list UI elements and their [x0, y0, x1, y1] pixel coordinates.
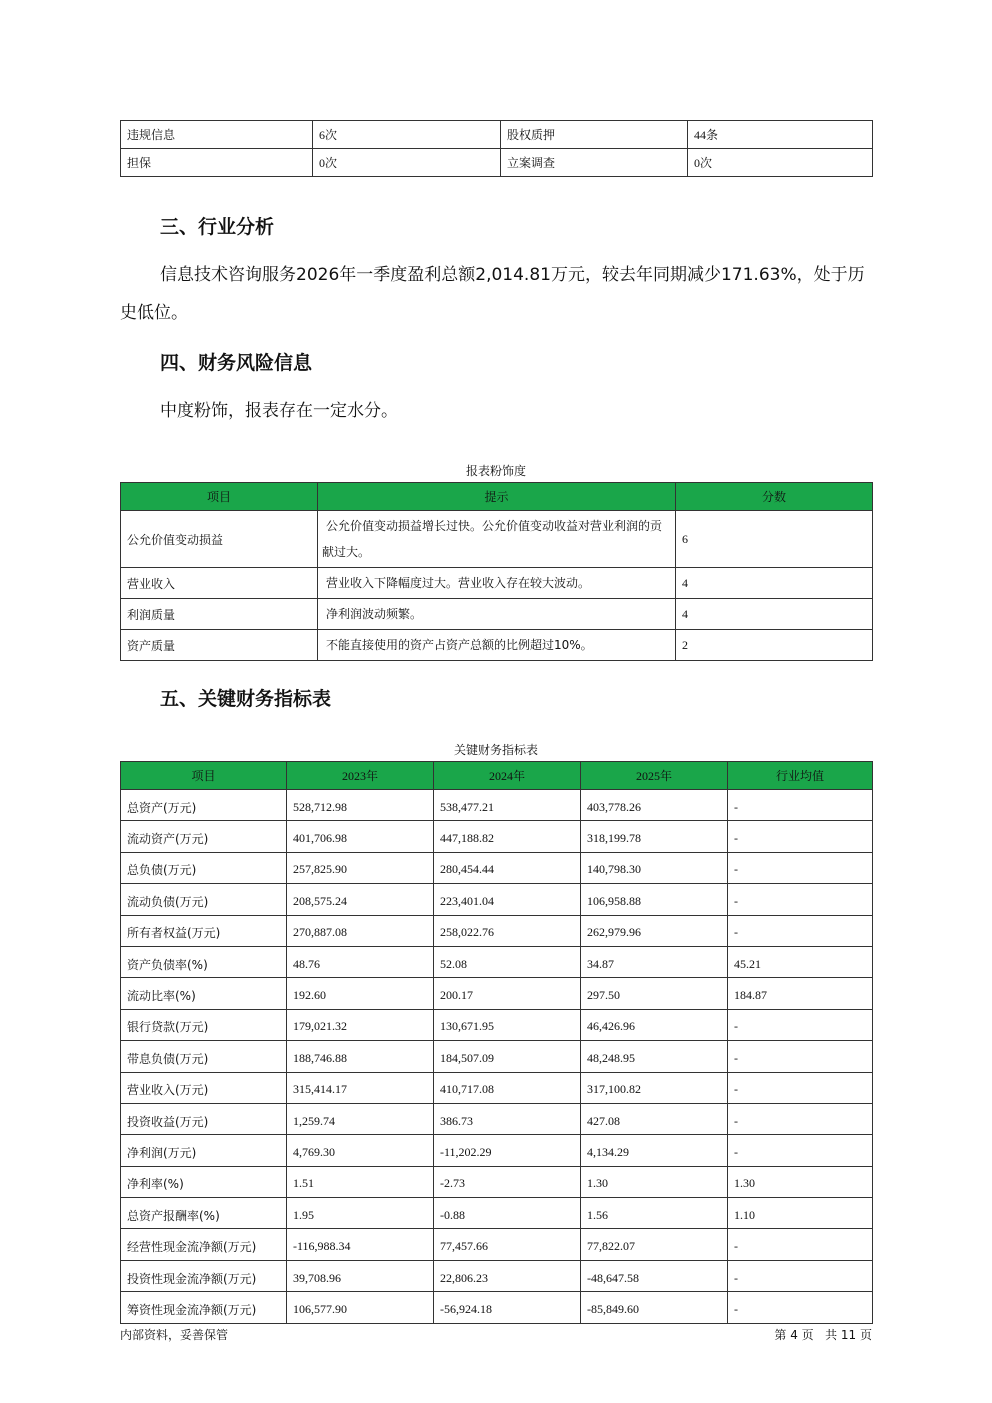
value-cell: 188,746.88 [287, 1041, 434, 1072]
value-cell: - [728, 1041, 873, 1072]
table-row [121, 1198, 873, 1229]
value-cell: - [728, 915, 873, 946]
value-cell: 262,979.96 [581, 915, 728, 946]
table-cell: 0次 [313, 149, 501, 177]
row-label: 筹资性现金流净额(万元) [121, 1292, 287, 1323]
column-header: 项目 [121, 762, 287, 790]
value-cell: 1.51 [287, 1166, 434, 1197]
value-cell: - [728, 852, 873, 883]
value-cell: -11,202.29 [434, 1135, 581, 1166]
value-cell: - [728, 1260, 873, 1291]
value-cell: 130,671.95 [434, 1009, 581, 1040]
value-cell: -0.88 [434, 1198, 581, 1229]
table-row [121, 599, 873, 630]
value-cell: 200.17 [434, 978, 581, 1009]
column-header: 2025年 [581, 762, 728, 790]
table-cell: 44条 [688, 121, 873, 149]
section-heading-financial-risk: 四、财务风险信息 [160, 352, 313, 374]
value-cell: 280,454.44 [434, 852, 581, 883]
table-row [121, 121, 873, 149]
row-label: 净利润(万元) [121, 1135, 287, 1166]
table-cell: 0次 [688, 149, 873, 177]
table-cell: 违规信息 [121, 121, 313, 149]
row-label: 营业收入 [121, 568, 318, 599]
row-label: 投资收益(万元) [121, 1103, 287, 1134]
value-cell: 223,401.04 [434, 884, 581, 915]
value-cell: 1.56 [581, 1198, 728, 1229]
value-cell: - [728, 1135, 873, 1166]
value-cell: 45.21 [728, 946, 873, 977]
kpi-table-caption: 关键财务指标表 [453, 743, 538, 757]
table-row [121, 821, 873, 852]
row-label: 净利率(%) [121, 1166, 287, 1197]
table-row [121, 915, 873, 946]
score-cell: 4 [676, 599, 873, 630]
value-cell: 410,717.08 [434, 1072, 581, 1103]
footer-page-number: 第 4 页 共 11 页 [774, 1328, 872, 1342]
value-cell: 270,887.08 [287, 915, 434, 946]
table-row [121, 1260, 873, 1291]
table-row [121, 1009, 873, 1040]
value-cell: - [728, 821, 873, 852]
value-cell: 257,825.90 [287, 852, 434, 883]
value-cell: 317,100.82 [581, 1072, 728, 1103]
section-heading-industry: 三、行业分析 [160, 216, 275, 238]
hint-cell: 营业收入下降幅度过大。营业收入存在较大波动。 [318, 568, 676, 599]
table-row [121, 1072, 873, 1103]
value-cell: 538,477.21 [434, 790, 581, 821]
value-cell: 1.30 [728, 1166, 873, 1197]
value-cell: 1.10 [728, 1198, 873, 1229]
row-label: 带息负债(万元) [121, 1041, 287, 1072]
financial-risk-text: 中度粉饰，报表存在一定水分。 [160, 401, 398, 421]
score-cell: 4 [676, 568, 873, 599]
value-cell: 48.76 [287, 946, 434, 977]
table-row [121, 1103, 873, 1134]
value-cell: 106,577.90 [287, 1292, 434, 1323]
row-label: 总资产报酬率(%) [121, 1198, 287, 1229]
table-row [121, 1229, 873, 1260]
row-label: 营业收入(万元) [121, 1072, 287, 1103]
row-label: 总负债(万元) [121, 852, 287, 883]
value-cell: 184,507.09 [434, 1041, 581, 1072]
column-header: 2024年 [434, 762, 581, 790]
value-cell: -48,647.58 [581, 1260, 728, 1291]
row-label: 公允价值变动损益 [121, 511, 318, 568]
value-cell: 52.08 [434, 946, 581, 977]
value-cell: - [728, 1292, 873, 1323]
table-row [121, 511, 873, 568]
value-cell: -85,849.60 [581, 1292, 728, 1323]
row-label: 流动负债(万元) [121, 884, 287, 915]
column-header: 行业均值 [728, 762, 873, 790]
value-cell: 315,414.17 [287, 1072, 434, 1103]
table-row [121, 1166, 873, 1197]
hint-cell: 不能直接使用的资产占资产总额的比例超过10%。 [318, 630, 676, 661]
row-label: 资产质量 [121, 630, 318, 661]
table-row [121, 568, 873, 599]
value-cell: 4,134.29 [581, 1135, 728, 1166]
column-header: 分数 [676, 483, 873, 511]
value-cell: 1,259.74 [287, 1103, 434, 1134]
score-cell: 6 [676, 511, 873, 568]
value-cell: 297.50 [581, 978, 728, 1009]
risk-table-caption: 报表粉饰度 [465, 464, 526, 478]
value-cell: 77,457.66 [434, 1229, 581, 1260]
row-label: 利润质量 [121, 599, 318, 630]
value-cell: 386.73 [434, 1103, 581, 1134]
footer-confidential: 内部资料，妥善保管 [120, 1328, 229, 1342]
value-cell: 22,806.23 [434, 1260, 581, 1291]
row-label: 流动比率(%) [121, 978, 287, 1009]
hint-cell: 公允价值变动损益增长过快。公允价值变动收益对营业利润的贡献过大。 [318, 511, 676, 568]
value-cell: -2.73 [434, 1166, 581, 1197]
value-cell: - [728, 884, 873, 915]
row-label: 所有者权益(万元) [121, 915, 287, 946]
row-label: 资产负债率(%) [121, 946, 287, 977]
table-row [121, 884, 873, 915]
value-cell: 208,575.24 [287, 884, 434, 915]
table-cell: 股权质押 [501, 121, 688, 149]
table-row [121, 149, 873, 177]
value-cell: 401,706.98 [287, 821, 434, 852]
value-cell: 258,022.76 [434, 915, 581, 946]
value-cell: 39,708.96 [287, 1260, 434, 1291]
row-label: 流动资产(万元) [121, 821, 287, 852]
column-header: 项目 [121, 483, 318, 511]
value-cell: - [728, 1229, 873, 1260]
score-cell: 2 [676, 630, 873, 661]
row-label: 银行贷款(万元) [121, 1009, 287, 1040]
key-financial-indicators-table [120, 761, 873, 1324]
value-cell: 106,958.88 [581, 884, 728, 915]
column-header: 提示 [318, 483, 676, 511]
value-cell: 34.87 [581, 946, 728, 977]
industry-analysis-text: 信息技术咨询服务2026年一季度盈利总额2,014.81万元，较去年同期减少171.63%，处于历史低位。 [120, 265, 865, 323]
value-cell: 48,248.95 [581, 1041, 728, 1072]
section-heading-kpi: 五、关键财务指标表 [160, 688, 332, 710]
table-row [121, 1041, 873, 1072]
value-cell: 1.95 [287, 1198, 434, 1229]
risk-summary-table [120, 120, 873, 177]
value-cell: 77,822.07 [581, 1229, 728, 1260]
value-cell: 318,199.78 [581, 821, 728, 852]
column-header: 2023年 [287, 762, 434, 790]
value-cell: 192.60 [287, 978, 434, 1009]
value-cell: 447,188.82 [434, 821, 581, 852]
value-cell: -116,988.34 [287, 1229, 434, 1260]
value-cell: - [728, 1072, 873, 1103]
hint-cell: 净利润波动频繁。 [318, 599, 676, 630]
table-row [121, 1292, 873, 1323]
value-cell: 184.87 [728, 978, 873, 1009]
table-cell: 6次 [313, 121, 501, 149]
value-cell: 140,798.30 [581, 852, 728, 883]
table-cell: 立案调查 [501, 149, 688, 177]
value-cell: -56,924.18 [434, 1292, 581, 1323]
value-cell: - [728, 1009, 873, 1040]
value-cell: 179,021.32 [287, 1009, 434, 1040]
row-label: 经营性现金流净额(万元) [121, 1229, 287, 1260]
table-row [121, 1135, 873, 1166]
value-cell: 403,778.26 [581, 790, 728, 821]
table-row [121, 790, 873, 821]
table-row [121, 978, 873, 1009]
table-row [121, 630, 873, 661]
value-cell: 528,712.98 [287, 790, 434, 821]
value-cell: - [728, 1103, 873, 1134]
value-cell: - [728, 790, 873, 821]
value-cell: 4,769.30 [287, 1135, 434, 1166]
value-cell: 46,426.96 [581, 1009, 728, 1040]
table-row [121, 946, 873, 977]
table-row [121, 852, 873, 883]
statement-manipulation-table [120, 482, 873, 661]
row-label: 总资产(万元) [121, 790, 287, 821]
value-cell: 427.08 [581, 1103, 728, 1134]
row-label: 投资性现金流净额(万元) [121, 1260, 287, 1291]
value-cell: 1.30 [581, 1166, 728, 1197]
table-cell: 担保 [121, 149, 313, 177]
